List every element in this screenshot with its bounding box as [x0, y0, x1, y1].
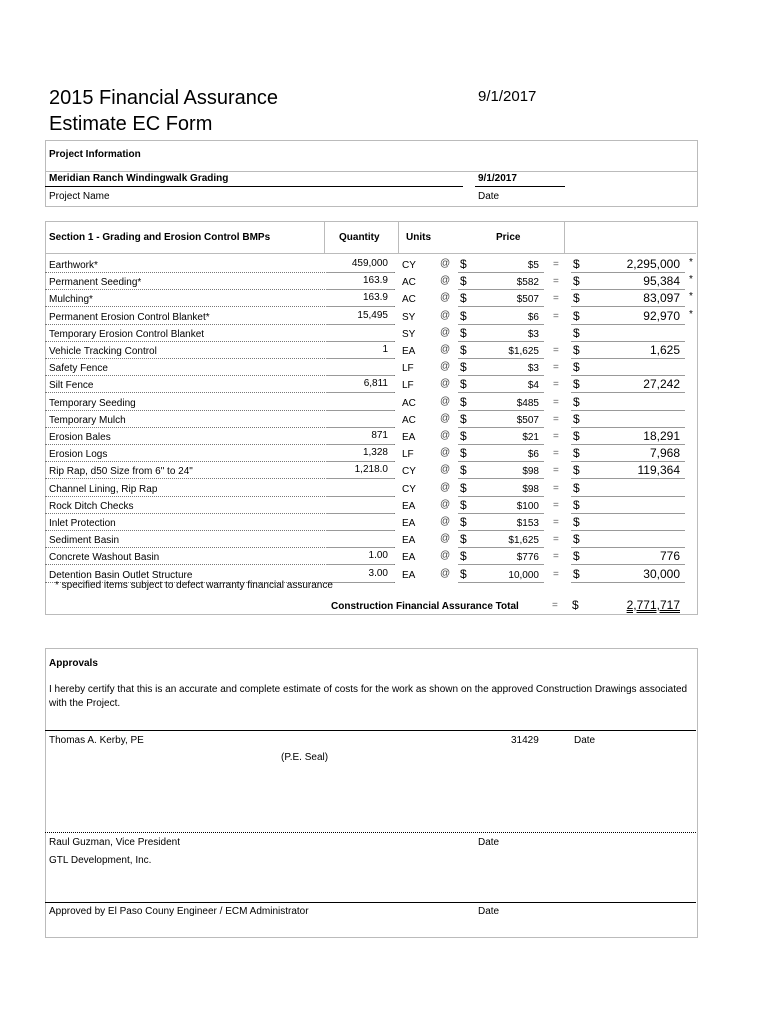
- price-dollar: $: [460, 515, 467, 529]
- at-sign: @: [440, 430, 451, 441]
- equals-sign: =: [553, 414, 559, 425]
- price-dollar: $: [460, 429, 467, 443]
- unit-cell: SY: [402, 329, 416, 340]
- unit-cell: AC: [402, 277, 416, 288]
- total-dollar: $: [573, 567, 580, 581]
- engineer-sign-line: [45, 730, 696, 731]
- owner-name: Raul Guzman, Vice President: [49, 837, 180, 848]
- price-rule: [458, 564, 544, 565]
- row-total: 83,097: [643, 291, 680, 305]
- price-cell: $5: [527, 260, 539, 271]
- at-sign: @: [440, 275, 451, 286]
- at-sign: @: [440, 344, 451, 355]
- total-dollar: $: [573, 360, 580, 374]
- quantity-cell: 459,000: [351, 258, 388, 269]
- at-sign: @: [440, 499, 451, 510]
- price-rule: [458, 375, 544, 376]
- price-cell: $3: [527, 329, 539, 340]
- unit-cell: EA: [402, 432, 416, 443]
- total-rule: [571, 547, 685, 548]
- col-divider-1: [324, 221, 325, 253]
- total-rule: [571, 375, 685, 376]
- item-label: Sediment Basin: [49, 535, 120, 546]
- total-dollar: $: [573, 377, 580, 391]
- total-dollar: $: [573, 395, 580, 409]
- price-rule: [458, 324, 544, 325]
- item-label: Channel Lining, Rip Rap: [49, 484, 158, 495]
- total-rule: [571, 392, 685, 393]
- price-rule: [458, 272, 544, 273]
- quantity-rule: [326, 530, 394, 531]
- quantity-cell: 163.9: [362, 275, 388, 286]
- unit-cell: AC: [402, 294, 416, 305]
- price-dollar: $: [460, 309, 467, 323]
- form-title-line1: 2015 Financial Assurance: [49, 87, 279, 109]
- total-dollar: $: [573, 291, 580, 305]
- price-cell: $1,625: [508, 535, 539, 546]
- total-rule: [571, 478, 685, 479]
- at-sign: @: [440, 550, 451, 561]
- item-label: Permanent Erosion Control Blanket*: [49, 312, 210, 323]
- total-dollar: $: [572, 598, 579, 612]
- col-units-header: Units: [406, 232, 431, 243]
- at-sign: @: [440, 361, 451, 372]
- col-quantity-header: Quantity: [339, 232, 380, 243]
- price-dollar: $: [460, 567, 467, 581]
- price-dollar: $: [460, 360, 467, 374]
- price-cell: $1,625: [508, 346, 539, 357]
- price-dollar: $: [460, 549, 467, 563]
- item-label: Mulching*: [49, 294, 93, 305]
- price-cell: $485: [516, 398, 539, 409]
- item-label: Temporary Mulch: [49, 415, 126, 426]
- unit-cell: SY: [402, 312, 416, 323]
- county-approval-label: Approved by El Paso Couny Engineer / ECM Administrator: [49, 906, 309, 917]
- at-sign: @: [440, 396, 451, 407]
- total-dollar: $: [573, 326, 580, 340]
- owner-company: GTL Development, Inc.: [49, 855, 152, 866]
- quantity-cell: 163.9: [362, 292, 388, 303]
- quantity-rule: [326, 564, 394, 565]
- price-dollar: $: [460, 412, 467, 426]
- engineer-number: 31429: [511, 735, 539, 746]
- row-total: 776: [659, 549, 680, 563]
- price-cell: $582: [516, 277, 539, 288]
- equals-sign: =: [553, 500, 559, 511]
- item-label: Rock Ditch Checks: [49, 501, 134, 512]
- unit-cell: EA: [402, 518, 416, 529]
- at-sign: @: [440, 482, 451, 493]
- project-name-label: Project Name: [49, 191, 110, 202]
- unit-cell: LF: [402, 380, 414, 391]
- quantity-rule: [326, 513, 394, 514]
- row-total: 27,242: [643, 377, 680, 391]
- total-rule: [571, 410, 685, 411]
- equals-sign: =: [553, 311, 559, 322]
- section1-title: Section 1 - Grading and Erosion Control BMPs: [49, 232, 271, 243]
- item-label: Earthwork*: [49, 260, 98, 271]
- project-name-line: [45, 186, 463, 187]
- total-rule: [571, 324, 685, 325]
- price-cell: $507: [516, 294, 539, 305]
- at-sign: @: [440, 464, 451, 475]
- total-rule: [571, 444, 685, 445]
- total-rule: [571, 564, 685, 565]
- price-cell: $153: [516, 518, 539, 529]
- unit-cell: CY: [402, 260, 416, 271]
- row-total: 30,000: [643, 567, 680, 581]
- col-divider-3: [564, 221, 565, 253]
- at-sign: @: [440, 516, 451, 527]
- quantity-cell: 3.00: [368, 568, 388, 579]
- item-label: Permanent Seeding*: [49, 277, 142, 288]
- item-label: Rip Rap, d50 Size from 6" to 24": [49, 466, 193, 477]
- equals-sign: =: [553, 362, 559, 373]
- project-info-header-box: [45, 140, 698, 172]
- total-rule: [571, 427, 685, 428]
- certify-text: I hereby certify that this is an accurate and complete estimate of costs for the work as shown on the approved Construction Drawings associated with the Project.: [49, 684, 688, 709]
- price-cell: $98: [522, 466, 539, 477]
- quantity-rule: [326, 478, 394, 479]
- price-cell: $4: [527, 380, 539, 391]
- total-rule: [571, 513, 685, 514]
- col-price-header: Price: [496, 232, 521, 243]
- price-cell: 10,000: [508, 570, 539, 581]
- price-rule: [458, 358, 544, 359]
- project-date-label: Date: [478, 191, 500, 202]
- unit-cell: LF: [402, 363, 414, 374]
- unit-cell: AC: [402, 398, 416, 409]
- unit-cell: CY: [402, 466, 416, 477]
- price-dollar: $: [460, 446, 467, 460]
- total-rule: [571, 306, 685, 307]
- total-dollar: $: [573, 429, 580, 443]
- total-rule: [571, 341, 685, 342]
- price-cell: $100: [516, 501, 539, 512]
- price-rule: [458, 547, 544, 548]
- footnote: * specified items subject to defect warranty financial assurance: [55, 580, 333, 591]
- row-total: 7,968: [649, 446, 680, 460]
- total-dollar: $: [573, 549, 580, 563]
- price-dollar: $: [460, 343, 467, 357]
- price-dollar: $: [460, 463, 467, 477]
- price-rule: [458, 289, 544, 290]
- owner-date-label: Date: [478, 837, 500, 848]
- row-total: 95,384: [643, 274, 680, 288]
- quantity-cell: 1: [382, 344, 388, 355]
- quantity-cell: 1,218.0: [354, 464, 388, 475]
- total-dollar: $: [573, 274, 580, 288]
- quantity-rule: [326, 410, 394, 411]
- total-dollar: $: [573, 481, 580, 495]
- at-sign: @: [440, 533, 451, 544]
- at-sign: @: [440, 378, 451, 389]
- item-label: Silt Fence: [49, 380, 94, 391]
- quantity-rule: [326, 272, 394, 273]
- price-rule: [458, 444, 544, 445]
- col-divider-2: [398, 221, 399, 253]
- unit-cell: LF: [402, 449, 414, 460]
- quantity-rule: [326, 324, 394, 325]
- item-label: Detention Basin Outlet Structure: [49, 570, 193, 581]
- price-rule: [458, 427, 544, 428]
- total-dollar: $: [573, 532, 580, 546]
- quantity-rule: [326, 289, 394, 290]
- unit-cell: CY: [402, 484, 416, 495]
- item-label: Erosion Logs: [49, 449, 108, 460]
- project-date-line: [475, 186, 565, 187]
- price-cell: $6: [527, 449, 539, 460]
- unit-cell: EA: [402, 552, 416, 563]
- quantity-cell: 871: [371, 430, 388, 441]
- unit-cell: EA: [402, 535, 416, 546]
- warranty-star: *: [689, 274, 693, 285]
- quantity-rule: [326, 427, 394, 428]
- quantity-rule: [326, 358, 394, 359]
- owner-sign-line: [45, 832, 696, 833]
- equals-sign: =: [553, 448, 559, 459]
- price-dollar: $: [460, 532, 467, 546]
- quantity-rule: [326, 461, 394, 462]
- row-total: 92,970: [643, 309, 680, 323]
- equals-sign: =: [553, 345, 559, 356]
- total-dollar: $: [573, 498, 580, 512]
- total-rule: [571, 582, 685, 583]
- quantity-rule: [326, 444, 394, 445]
- price-dollar: $: [460, 274, 467, 288]
- unit-cell: EA: [402, 501, 416, 512]
- price-cell: $98: [522, 484, 539, 495]
- price-rule: [458, 513, 544, 514]
- price-rule: [458, 410, 544, 411]
- total-dollar: $: [573, 515, 580, 529]
- equals-sign: =: [553, 517, 559, 528]
- price-cell: $776: [516, 552, 539, 563]
- county-sign-line: [45, 902, 696, 903]
- quantity-rule: [326, 547, 394, 548]
- equals-sign: =: [553, 431, 559, 442]
- price-rule: [458, 582, 544, 583]
- quantity-rule: [326, 341, 394, 342]
- item-label: Temporary Seeding: [49, 398, 136, 409]
- row-total: 2,295,000: [626, 257, 680, 271]
- quantity-rule: [326, 496, 394, 497]
- price-rule: [458, 392, 544, 393]
- equals-sign: =: [553, 569, 559, 580]
- price-rule: [458, 341, 544, 342]
- at-sign: @: [440, 327, 451, 338]
- engineer-name: Thomas A. Kerby, PE: [49, 735, 144, 746]
- equals-sign: =: [553, 293, 559, 304]
- equals-sign: =: [553, 534, 559, 545]
- header-date: 9/1/2017: [478, 88, 537, 105]
- item-label: Concrete Washout Basin: [49, 552, 160, 563]
- price-cell: $3: [527, 363, 539, 374]
- price-rule: [458, 478, 544, 479]
- total-dollar: $: [573, 412, 580, 426]
- price-dollar: $: [460, 498, 467, 512]
- approvals-title: Approvals: [49, 658, 98, 669]
- price-dollar: $: [460, 291, 467, 305]
- price-rule: [458, 530, 544, 531]
- item-label: Inlet Protection: [49, 518, 116, 529]
- unit-cell: EA: [402, 570, 416, 581]
- quantity-cell: 6,811: [363, 378, 388, 389]
- price-cell: $507: [516, 415, 539, 426]
- item-label: Safety Fence: [49, 363, 108, 374]
- equals-sign: =: [553, 483, 559, 494]
- warranty-star: *: [689, 257, 693, 268]
- total-equals: =: [552, 600, 558, 611]
- price-dollar: $: [460, 257, 467, 271]
- quantity-rule: [326, 375, 394, 376]
- total-dollar: $: [573, 343, 580, 357]
- row-total: 18,291: [643, 429, 680, 443]
- quantity-rule: [326, 392, 394, 393]
- project-name-value: Meridian Ranch Windingwalk Grading: [49, 173, 229, 184]
- warranty-star: *: [689, 309, 693, 320]
- price-rule: [458, 496, 544, 497]
- total-rule: [571, 289, 685, 290]
- at-sign: @: [440, 447, 451, 458]
- total-rule: [571, 530, 685, 531]
- total-rule: [571, 461, 685, 462]
- price-dollar: $: [460, 395, 467, 409]
- at-sign: @: [440, 413, 451, 424]
- quantity-rule: [326, 306, 394, 307]
- equals-sign: =: [553, 379, 559, 390]
- equals-sign: =: [553, 551, 559, 562]
- price-cell: $6: [527, 312, 539, 323]
- project-info-title: Project Information: [49, 149, 141, 160]
- equals-sign: =: [553, 276, 559, 287]
- total-rule: [571, 496, 685, 497]
- total-label: Construction Financial Assurance Total: [331, 601, 519, 612]
- item-label: Temporary Erosion Control Blanket: [49, 329, 205, 340]
- warranty-star: *: [689, 291, 693, 302]
- engineer-date-label: Date: [574, 735, 596, 746]
- at-sign: @: [440, 310, 451, 321]
- total-dollar: $: [573, 446, 580, 460]
- total-rule: [571, 272, 685, 273]
- at-sign: @: [440, 568, 451, 579]
- quantity-rule: [326, 582, 394, 583]
- unit-cell: AC: [402, 415, 416, 426]
- price-rule: [458, 306, 544, 307]
- at-sign: @: [440, 258, 451, 269]
- equals-sign: =: [553, 397, 559, 408]
- pe-seal-label: (P.E. Seal): [281, 752, 329, 763]
- project-date-value: 9/1/2017: [478, 173, 517, 184]
- price-rule: [458, 461, 544, 462]
- row-total: 119,364: [637, 463, 680, 477]
- quantity-cell: 15,495: [357, 310, 388, 321]
- at-sign: @: [440, 292, 451, 303]
- county-date-label: Date: [478, 906, 500, 917]
- quantity-cell: 1.00: [368, 550, 388, 561]
- equals-sign: =: [553, 259, 559, 270]
- price-dollar: $: [460, 377, 467, 391]
- item-label: Vehicle Tracking Control: [49, 346, 157, 357]
- total-dollar: $: [573, 309, 580, 323]
- total-rule: [571, 358, 685, 359]
- price-dollar: $: [460, 326, 467, 340]
- total-dollar: $: [573, 463, 580, 477]
- form-title-line2: Estimate EC Form: [49, 113, 213, 135]
- price-cell: $21: [522, 432, 539, 443]
- total-dollar: $: [573, 257, 580, 271]
- price-dollar: $: [460, 481, 467, 495]
- header-rule: [45, 253, 696, 254]
- unit-cell: EA: [402, 346, 416, 357]
- equals-sign: =: [553, 465, 559, 476]
- total-value: 2,771,717: [626, 598, 680, 612]
- quantity-cell: 1,328: [362, 447, 388, 458]
- item-label: Erosion Bales: [49, 432, 111, 443]
- row-total: 1,625: [649, 343, 680, 357]
